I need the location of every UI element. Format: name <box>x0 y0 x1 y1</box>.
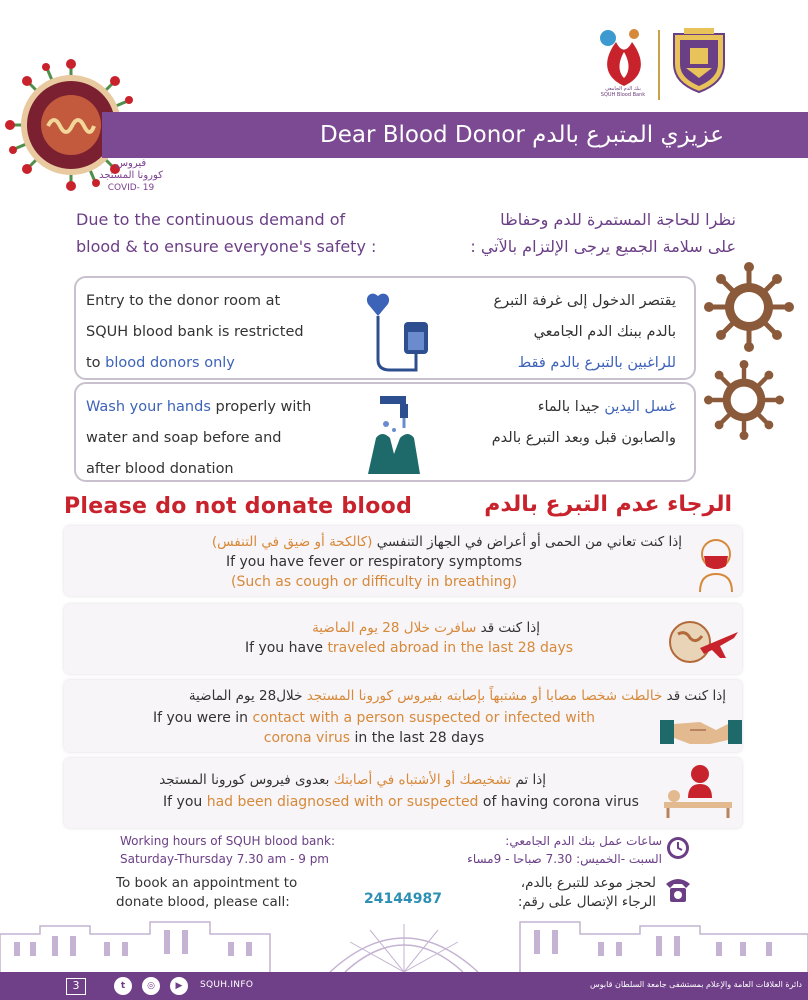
do-not-donate-heading-en: Please do not donate blood <box>64 494 413 519</box>
criterion-fever-ar <box>212 532 682 552</box>
hand-washing-text-en <box>86 392 362 485</box>
virus-icon <box>704 262 794 352</box>
face-mask-icon <box>694 534 738 592</box>
criterion-contact-en-1b: contact with a person suspected or infected with <box>252 710 595 726</box>
criterion-contact-en-2 <box>64 728 684 748</box>
hand-washing-en-line-1 <box>86 392 362 423</box>
intro-en-line-1: Due to the continuous demand of <box>76 210 346 229</box>
criterion-contact-en-2b: in the last 28 days <box>350 730 485 746</box>
working-hours-en <box>120 832 380 868</box>
hospital-skyline-illustration <box>0 912 808 972</box>
criterion-travel-en <box>64 638 754 658</box>
hand-washing-en-line-2: water and soap before and <box>86 430 282 446</box>
donor-room-en-line-2: SQUH blood bank is restricted <box>86 324 304 340</box>
booking-ar <box>440 874 656 912</box>
working-hours-ar-line-1: ساعات عمل بنك الدم الجامعي: <box>505 834 662 848</box>
criterion-diagnosed-ar <box>159 770 546 790</box>
criterion-travel-ar-b: سافرت خلال 28 يوم الماضية <box>312 620 477 636</box>
hand-washing-en-line-3: after blood donation <box>86 461 234 477</box>
do-not-donate-heading-ar: الرجاء عدم التبرع بالدم <box>484 492 732 517</box>
booking-en-line-2: donate blood, please call: <box>116 894 290 910</box>
criterion-travel-en-b: traveled abroad in the last 28 days <box>327 640 574 656</box>
blood-bank-caption <box>590 86 656 98</box>
intro-ar-line-2: على سلامة الجميع يرجى الإلتزام بالآتي : <box>470 237 736 256</box>
blood-bank-caption-en: SQUH Blood Bank <box>600 92 646 98</box>
criterion-travel-ar-a: إذا كنت قد <box>476 620 540 636</box>
hand-washing-info-box <box>74 382 696 482</box>
donor-room-text-en <box>86 286 362 379</box>
intro-en-line-2: blood & to ensure everyone's safety : <box>76 237 377 256</box>
hand-washing-ar-line-1a: غسل اليدين <box>604 399 676 415</box>
donor-room-info-box <box>74 276 696 380</box>
blood-bank-caption-ar: بنك الدم الجامعي <box>605 86 641 92</box>
donor-room-en-line-3a: to <box>86 355 106 371</box>
handshake-icon <box>660 710 742 750</box>
donor-room-text-ar <box>426 286 676 379</box>
hand-washing-icon <box>360 394 426 478</box>
intro-arabic <box>420 206 736 260</box>
booking-en <box>116 874 356 912</box>
hand-washing-en-line-1b: properly with <box>210 399 312 415</box>
title-banner <box>102 112 808 158</box>
booking-ar-line-2: الرجاء الإتصال على رقم: <box>517 894 656 910</box>
criterion-contact-en-1a: If you were in <box>153 710 253 726</box>
criterion-contact-ar <box>189 686 726 706</box>
youtube-icon[interactable]: ▶ <box>170 977 188 995</box>
donor-room-ar-line-1: يقتصر الدخول إلى غرفة التبرع <box>493 293 676 309</box>
covid-caption-en: COVID- 19 <box>107 183 155 193</box>
globe-airplane-icon <box>660 614 740 666</box>
donor-room-en-line-3 <box>86 348 362 379</box>
website-link[interactable]: SQUH.INFO <box>200 980 254 990</box>
telephone-icon <box>664 874 692 904</box>
logo-divider <box>658 30 660 100</box>
hand-washing-ar-line-1 <box>426 392 676 423</box>
patient-bed-icon <box>660 762 736 820</box>
criterion-diagnosed-ar-a: إذا تم <box>511 772 546 788</box>
criterion-diagnosed-ar-c: بعدوى فيروس كورونا المستجد <box>159 772 334 788</box>
twitter-icon[interactable]: t <box>114 977 132 995</box>
page-title: Dear Blood Donor عزيزي المتبرع بالدم <box>319 122 724 148</box>
criterion-diagnosed-en <box>64 792 738 812</box>
criterion-contact-ar-c: خلال28 يوم الماضية <box>188 688 307 704</box>
criterion-fever <box>64 526 742 596</box>
donor-room-ar-line-3: للراغبين بالتبرع بالدم فقط <box>517 355 676 371</box>
criterion-fever-en-1: If you have fever or respiratory symptoms <box>225 554 522 570</box>
working-hours-ar <box>418 832 662 868</box>
criterion-travel-en-a: If you have <box>244 640 328 656</box>
working-hours-ar-line-2: السبت -الخميس: 7.30 صباحا - 9مساء <box>467 852 662 866</box>
criterion-contact-ar-b: خالطت شخصا مصابا أو مشتبهاً بإصابته بفيروس كورونا المستجد <box>306 688 663 704</box>
criterion-diagnosed-en-c: of having corona virus <box>478 794 639 810</box>
criterion-contact <box>64 680 742 752</box>
criterion-fever-en-2: (Such as cough or difficulty in breathing) <box>231 574 517 590</box>
donor-room-ar-line-2: بالدم ببنك الدم الجامعي <box>533 324 676 340</box>
covid-caption <box>96 158 166 194</box>
hand-washing-text-ar <box>426 392 676 454</box>
virus-icon <box>704 360 784 440</box>
working-hours-en-line-2: Saturday-Thursday 7.30 am - 9 pm <box>120 852 329 866</box>
working-hours-en-line-1: Working hours of SQUH blood bank: <box>120 834 336 848</box>
criterion-travel-ar <box>312 618 540 638</box>
criterion-diagnosed-ar-b: تشخيصك أو الأشتباه في أصابتك <box>333 772 512 788</box>
criterion-diagnosed-en-b: had been diagnosed with or suspected <box>206 794 479 810</box>
covid-caption-ar-1: فيروس <box>115 158 147 169</box>
hand-washing-ar-line-1b: جيدا بالماء <box>537 399 605 415</box>
page-number: 3 <box>66 978 86 995</box>
criterion-contact-en-1 <box>64 708 684 728</box>
criterion-diagnosed-en-a: If you <box>163 794 207 810</box>
booking-phone-number[interactable]: 24144987 <box>364 891 442 907</box>
university-logo <box>666 24 732 94</box>
clock-icon <box>666 836 690 860</box>
donor-room-en-line-3b: blood donors only <box>105 355 235 371</box>
criterion-travel <box>64 604 742 674</box>
criterion-fever-ar-a: إذا كنت تعاني من الحمى أو أعراض في الجهاز التنفسي <box>372 534 682 550</box>
hand-washing-ar-line-2: والصابون قبل وبعد التبرع بالدم <box>491 430 676 446</box>
intro-ar-line-1: نظرا للحاجة المستمرة للدم وحفاظا <box>500 210 736 229</box>
booking-en-line-1: To book an appointment to <box>116 875 298 891</box>
department-name: دائرة العلاقات العامة والإعلام بمستشفى جامعة السلطان قابوس <box>590 980 802 989</box>
covid-caption-ar-2: كورونا المستجد <box>99 170 163 181</box>
footer-bar <box>0 972 808 1000</box>
criterion-contact-en-2a: corona virus <box>263 730 351 746</box>
criterion-diagnosed <box>64 758 742 828</box>
hand-washing-en-line-1a: Wash your hands <box>86 399 211 415</box>
criterion-contact-ar-a: إذا كنت قد <box>662 688 726 704</box>
booking-ar-line-1: لحجز موعد للتبرع بالدم، <box>520 875 656 891</box>
criterion-fever-ar-b: (كالكحة أو ضيق في التنفس) <box>211 534 373 550</box>
instagram-icon[interactable]: ◎ <box>142 977 160 995</box>
intro-english <box>76 206 436 260</box>
donor-room-en-line-1: Entry to the donor room at <box>86 293 281 309</box>
